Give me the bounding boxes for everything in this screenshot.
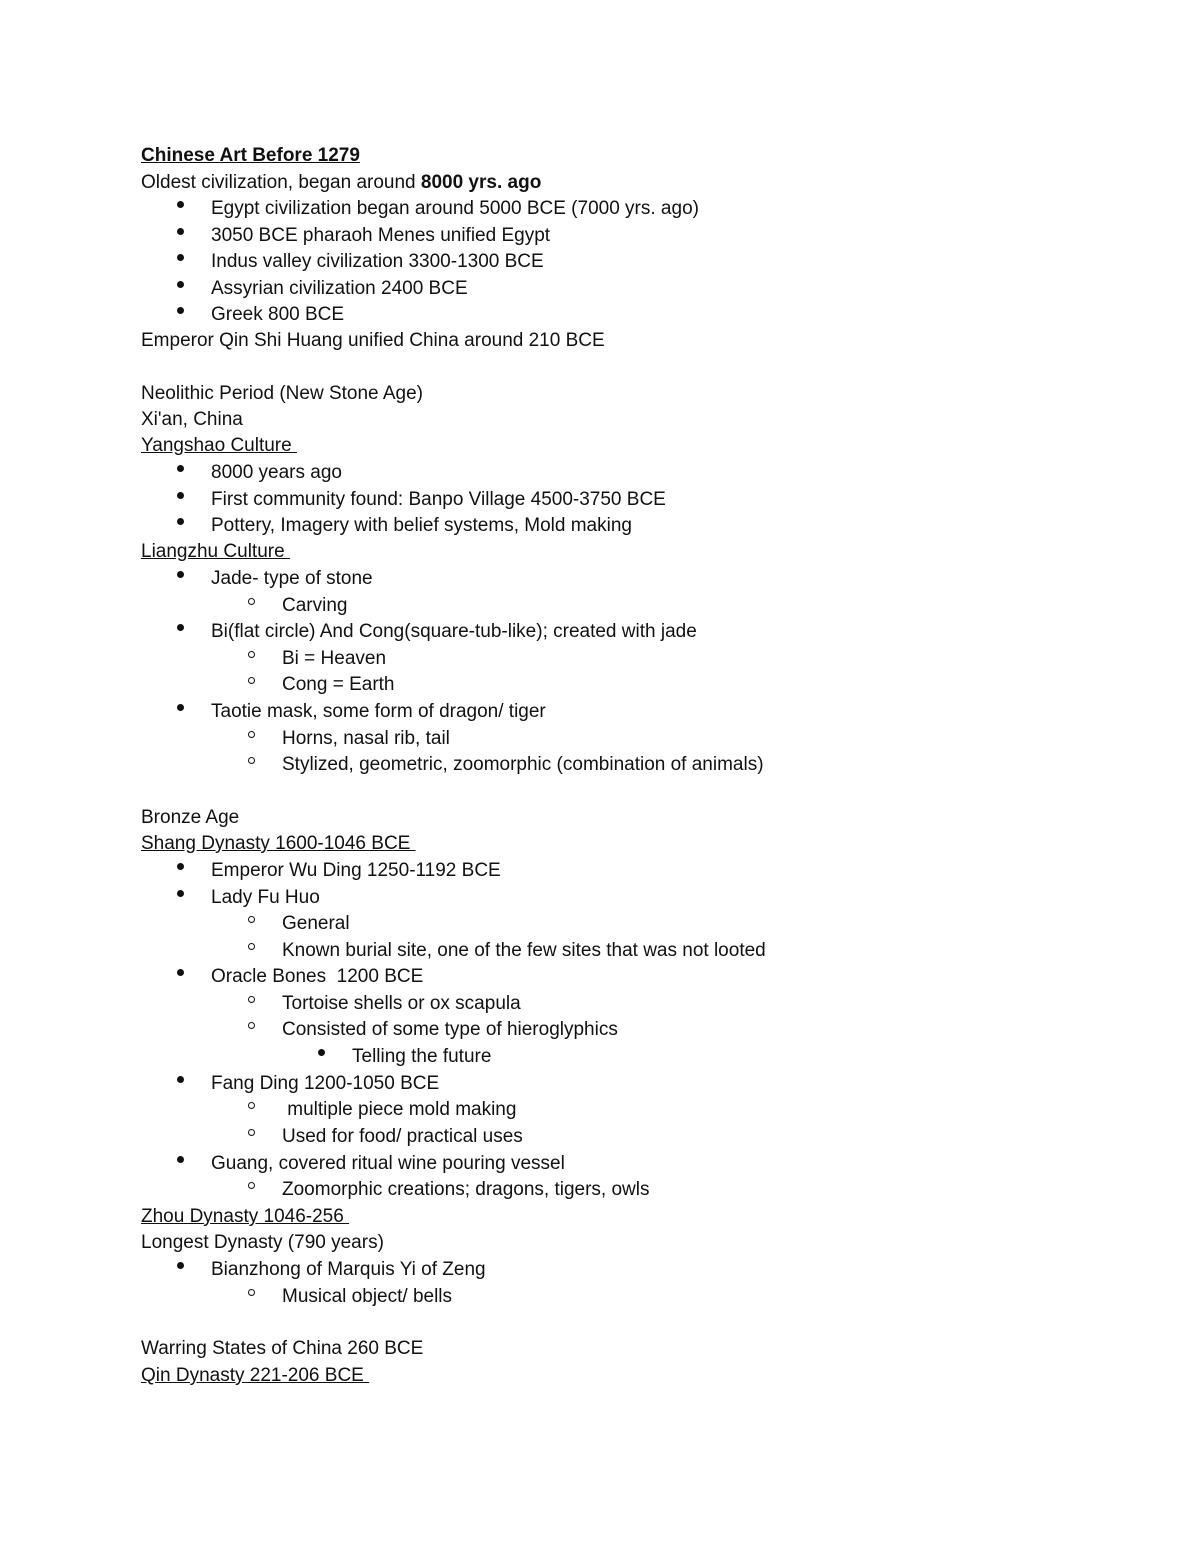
list-item: Stylized, geometric, zoomorphic (combination of animals) — [282, 754, 764, 775]
subsection-heading: Yangshao Culture — [141, 435, 297, 456]
intro-bold-text: 8000 yrs. ago — [420, 172, 542, 193]
list-item: Consisted of some type of hieroglyphics — [282, 1019, 618, 1040]
list-item: 8000 years ago — [211, 462, 342, 483]
list-item: Emperor Wu Ding 1250-1192 BCE — [211, 860, 501, 881]
list-item: Guang, covered ritual wine pouring vessel — [211, 1153, 565, 1174]
list-item: Lady Fu Huo — [211, 887, 320, 908]
list-item: 3050 BCE pharaoh Menes unified Egypt — [211, 225, 551, 246]
list-item: Egypt civilization began around 5000 BCE (7000 yrs. ago) — [211, 198, 699, 219]
paragraph: Emperor Qin Shi Huang unified China around 210 BCE — [141, 330, 605, 351]
list-item: Bi(flat circle) And Cong(square-tub-like); created with jade — [211, 621, 697, 642]
list-item: Greek 800 BCE — [211, 304, 345, 325]
bullet-icon — [177, 228, 184, 235]
circle-bullet-icon — [248, 677, 255, 684]
list-item: Cong = Earth — [282, 674, 395, 695]
list-item: Carving — [282, 595, 348, 616]
list-item: General — [282, 913, 350, 934]
circle-bullet-icon — [248, 916, 255, 923]
circle-bullet-icon — [248, 1129, 255, 1136]
bullet-icon — [177, 307, 184, 314]
list-item: First community found: Banpo Village 4500-3750 BCE — [211, 489, 666, 510]
list-item: Fang Ding 1200-1050 BCE — [211, 1073, 440, 1094]
bullet-icon — [177, 1156, 184, 1163]
list-item: Telling the future — [352, 1046, 492, 1067]
intro-line — [141, 170, 541, 196]
list-item: Taotie mask, some form of dragon/ tiger — [211, 701, 546, 722]
circle-bullet-icon — [248, 598, 255, 605]
list-item: multiple piece mold making — [282, 1099, 517, 1120]
circle-bullet-icon — [248, 1289, 255, 1296]
circle-bullet-icon — [248, 651, 255, 658]
bullet-icon — [177, 890, 184, 897]
subsection-heading: Zhou Dynasty 1046-256 — [141, 1206, 350, 1227]
paragraph: Longest Dynasty (790 years) — [141, 1232, 384, 1253]
list-item: Bi = Heaven — [282, 648, 387, 669]
bullet-icon — [318, 1049, 325, 1056]
bullet-icon — [177, 624, 184, 631]
subsection-heading: Shang Dynasty 1600-1046 BCE — [141, 833, 416, 854]
circle-bullet-icon — [248, 731, 255, 738]
bullet-icon — [177, 969, 184, 976]
list-item: Oracle Bones 1200 BCE — [211, 966, 424, 987]
bullet-icon — [177, 1076, 184, 1083]
list-item: Horns, nasal rib, tail — [282, 728, 450, 749]
paragraph: Xi'an, China — [141, 409, 243, 430]
list-item: Pottery, Imagery with belief systems, Mold making — [211, 515, 632, 536]
bullet-icon — [177, 465, 184, 472]
circle-bullet-icon — [248, 1022, 255, 1029]
document-title: Chinese Art Before 1279 — [141, 145, 360, 166]
list-item: Indus valley civilization 3300-1300 BCE — [211, 251, 544, 272]
intro-text: Oldest civilization, began around — [141, 172, 421, 193]
circle-bullet-icon — [248, 996, 255, 1003]
list-item: Zoomorphic creations; dragons, tigers, owls — [282, 1179, 650, 1200]
list-item: Used for food/ practical uses — [282, 1126, 523, 1147]
list-item: Jade- type of stone — [211, 568, 373, 589]
bullet-icon — [177, 704, 184, 711]
list-item: Tortoise shells or ox scapula — [282, 993, 521, 1014]
bullet-icon — [177, 863, 184, 870]
circle-bullet-icon — [248, 757, 255, 764]
list-item: Bianzhong of Marquis Yi of Zeng — [211, 1259, 486, 1280]
bullet-icon — [177, 518, 184, 525]
list-item: Assyrian civilization 2400 BCE — [211, 278, 468, 299]
bullet-icon — [177, 201, 184, 208]
section-heading: Neolithic Period (New Stone Age) — [141, 383, 423, 404]
bullet-icon — [177, 492, 184, 499]
subsection-heading: Liangzhu Culture — [141, 541, 290, 562]
list-item: Musical object/ bells — [282, 1286, 453, 1307]
bullet-icon — [177, 281, 184, 288]
list-item: Known burial site, one of the few sites that was not looted — [282, 940, 766, 961]
circle-bullet-icon — [248, 1102, 255, 1109]
circle-bullet-icon — [248, 1182, 255, 1189]
bullet-icon — [177, 1262, 184, 1269]
section-heading: Warring States of China 260 BCE — [141, 1338, 424, 1359]
section-heading: Bronze Age — [141, 807, 240, 828]
circle-bullet-icon — [248, 943, 255, 950]
subsection-heading: Qin Dynasty 221-206 BCE — [141, 1365, 370, 1386]
bullet-icon — [177, 571, 184, 578]
bullet-icon — [177, 254, 184, 261]
